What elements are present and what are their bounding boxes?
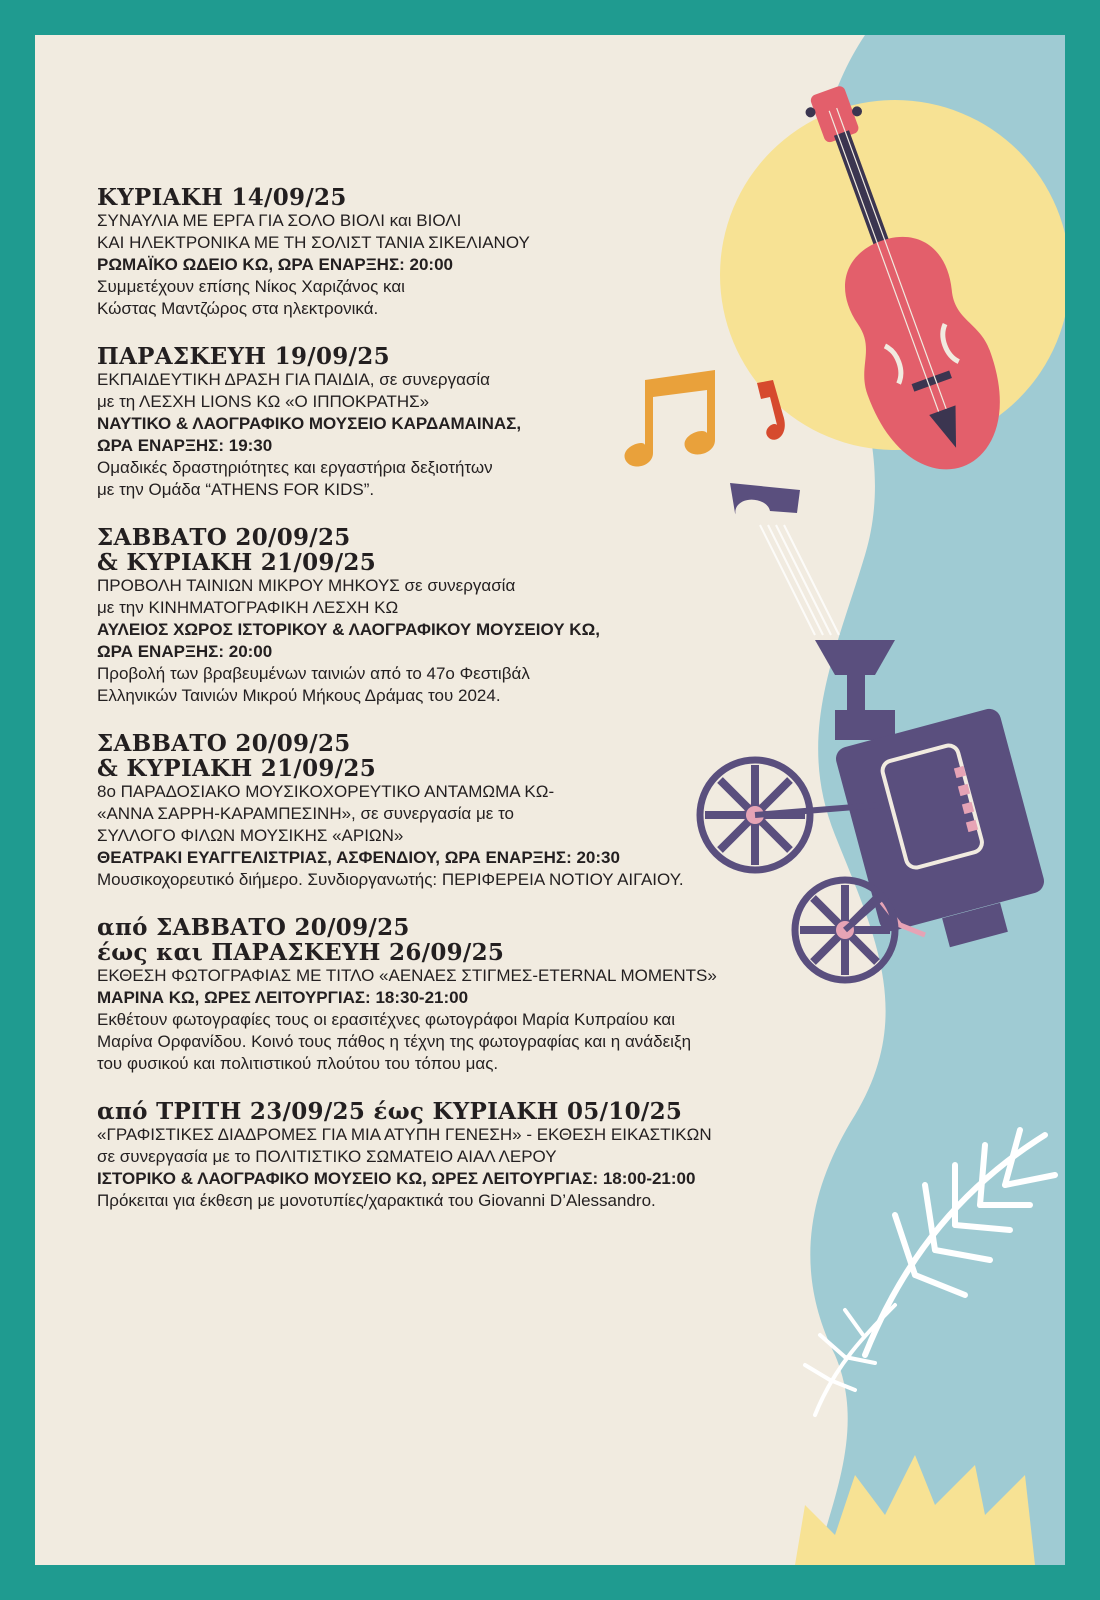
- event-title: με την ΚΙΝΗΜΑΤΟΓΡΑΦΙΚΗ ΛΕΣΧΗ ΚΩ: [97, 598, 399, 617]
- event-title: ΠΡΟΒΟΛΗ ΤΑΙΝΙΩΝ ΜΙΚΡΟΥ ΜΗΚΟΥΣ σε συνεργασία: [97, 576, 516, 595]
- event-note: Συμμετέχουν επίσης Νίκος Χαριζάνος και: [97, 277, 405, 296]
- event-title: ΕΚΠΑΙΔΕΥΤΙΚΗ ΔΡΑΣΗ ΓΙΑ ΠΑΙΔΙΑ, σε συνεργασία: [97, 370, 491, 389]
- event-date-heading: ΣΑΒΒΑΤΟ 20/09/25: [97, 730, 351, 757]
- event-date-heading: ΚΥΡΙΑΚΗ 14/09/25: [97, 184, 347, 211]
- event-block: [97, 344, 917, 501]
- event-block: [97, 1099, 917, 1212]
- event-venue: ΝΑΥΤΙΚΟ & ΛΑΟΓΡΑΦΙΚΟ ΜΟΥΣΕΙΟ ΚΑΡΔΑΜΑΙΝΑΣ,: [97, 414, 522, 433]
- event-date-heading: & ΚΥΡΙΑΚΗ 21/09/25: [97, 549, 377, 576]
- event-title: 8ο ΠΑΡΑΔΟΣΙΑΚΟ ΜΟΥΣΙΚΟΧΟΡΕΥΤΙΚΟ ΑΝΤΑΜΩΜΑ ΚΩ-: [97, 782, 555, 801]
- event-date-heading: ΠΑΡΑΣΚΕΥΗ 19/09/25: [97, 343, 390, 370]
- event-date-heading: από ΣΑΒΒΑΤΟ 20/09/25: [97, 914, 410, 941]
- event-note: Εκθέτουν φωτογραφίες τους οι ερασιτέχνες φωτογράφοι Μαρία Κυπραίου και: [97, 1010, 676, 1029]
- event-venue: ΜΑΡΙΝΑ ΚΩ, ΩΡΕΣ ΛΕΙΤΟΥΡΓΙΑΣ: 18:30-21:00: [97, 988, 469, 1007]
- event-note: Μουσικοχορευτικό διήμερο. Συνδιοργανωτής: ΠΕΡΙΦΕΡΕΙΑ ΝΟΤΙΟΥ ΑΙΓΑΙΟΥ.: [97, 870, 684, 889]
- event-note: Κώστας Μαντζώρος στα ηλεκτρονικά.: [97, 299, 379, 318]
- event-title: ΣΥΛΛΟΓΟ ΦΙΛΩΝ ΜΟΥΣΙΚΗΣ «ΑΡΙΩΝ»: [97, 826, 404, 845]
- event-note: Ελληνικών Ταινιών Μικρού Μήκους Δράμας του 2024.: [97, 686, 501, 705]
- event-date-heading: ΣΑΒΒΑΤΟ 20/09/25: [97, 524, 351, 551]
- events-list: [97, 185, 917, 1236]
- event-title: ΕΚΘΕΣΗ ΦΩΤΟΓΡΑΦΙΑΣ ΜΕ ΤΙΤΛΟ «ΑΕΝΑΕΣ ΣΤΙΓΜΕΣ-ETERNAL MOMENTS»: [97, 966, 717, 985]
- event-note: με την Ομάδα “ATHENS FOR KIDS”.: [97, 480, 375, 499]
- event-date-heading: έως και ΠΑΡΑΣΚΕΥΗ 26/09/25: [97, 939, 505, 966]
- event-title: σε συνεργασία με το ΠΟΛΙΤΙΣΤΙΚΟ ΣΩΜΑΤΕΙΟ ΑΙΑΛ ΛΕΡΟΥ: [97, 1147, 557, 1166]
- event-date-heading: από ΤΡΙΤΗ 23/09/25 έως ΚΥΡΙΑΚΗ 05/10/25: [97, 1098, 683, 1125]
- event-title: ΚΑΙ ΗΛΕΚΤΡΟΝΙΚΑ ΜΕ ΤΗ ΣΟΛΙΣΤ ΤΑΝΙΑ ΣΙΚΕΛΙΑΝΟΥ: [97, 233, 530, 252]
- event-title: με τη ΛΕΣΧΗ LIONS ΚΩ «Ο ΙΠΠΟΚΡΑΤΗΣ»: [97, 392, 430, 411]
- event-note: του φυσικού και πολιτιστικού πλούτου του τόπου μας.: [97, 1054, 499, 1073]
- poster-paper: [35, 35, 1065, 1565]
- event-date-heading: & ΚΥΡΙΑΚΗ 21/09/25: [97, 755, 377, 782]
- event-block: [97, 185, 917, 320]
- event-venue: ΩΡΑ ΕΝΑΡΞΗΣ: 19:30: [97, 436, 273, 455]
- event-block: [97, 731, 917, 891]
- event-venue: ΘΕΑΤΡΑΚΙ ΕΥΑΓΓΕΛΙΣΤΡΙΑΣ, ΑΣΦΕΝΔΙΟΥ, ΩΡΑ ΕΝΑΡΞΗΣ: 20:30: [97, 848, 620, 867]
- event-title: ΣΥΝΑΥΛΙΑ ΜΕ ΕΡΓΑ ΓΙΑ ΣΟΛΟ ΒΙΟΛΙ και ΒΙΟΛΙ: [97, 211, 462, 230]
- event-note: Μαρίνα Ορφανίδου. Κοινό τους πάθος η τέχνη της φωτογραφίας και η ανάδειξη: [97, 1032, 692, 1051]
- event-block: [97, 915, 917, 1075]
- event-block: [97, 525, 917, 707]
- event-note: Πρόκειται για έκθεση με μονοτυπίες/χαρακτικά του Giovanni D’Alessandro.: [97, 1191, 656, 1210]
- event-venue: ΑΥΛΕΙΟΣ ΧΩΡΟΣ ΙΣΤΟΡΙΚΟΥ & ΛΑΟΓΡΑΦΙΚΟΥ ΜΟΥΣΕΙΟΥ ΚΩ,: [97, 620, 600, 639]
- event-title: «ΓΡΑΦΙΣΤΙΚΕΣ ΔΙΑΔΡΟΜΕΣ ΓΙΑ ΜΙΑ ΑΤΥΠΗ ΓΕΝΕΣΗ» - ΕΚΘΕΣΗ ΕΙΚΑΣΤΙΚΩΝ: [97, 1125, 712, 1144]
- event-venue: ΩΡΑ ΕΝΑΡΞΗΣ: 20:00: [97, 642, 273, 661]
- event-note: Προβολή των βραβευμένων ταινιών από το 47ο Φεστιβάλ: [97, 664, 530, 683]
- event-note: Ομαδικές δραστηριότητες και εργαστήρια δεξιοτήτων: [97, 458, 493, 477]
- event-title: «ΑΝΝΑ ΣΑΡΡΗ-ΚΑΡΑΜΠΕΣΙΝΗ», σε συνεργασία με το: [97, 804, 514, 823]
- event-venue: ΡΩΜΑΪΚΟ ΩΔΕΙΟ ΚΩ, ΩΡΑ ΕΝΑΡΞΗΣ: 20:00: [97, 255, 454, 274]
- event-venue: ΙΣΤΟΡΙΚΟ & ΛΑΟΓΡΑΦΙΚΟ ΜΟΥΣΕΙΟ ΚΩ, ΩΡΕΣ ΛΕΙΤΟΥΡΓΙΑΣ: 18:00-21:00: [97, 1169, 696, 1188]
